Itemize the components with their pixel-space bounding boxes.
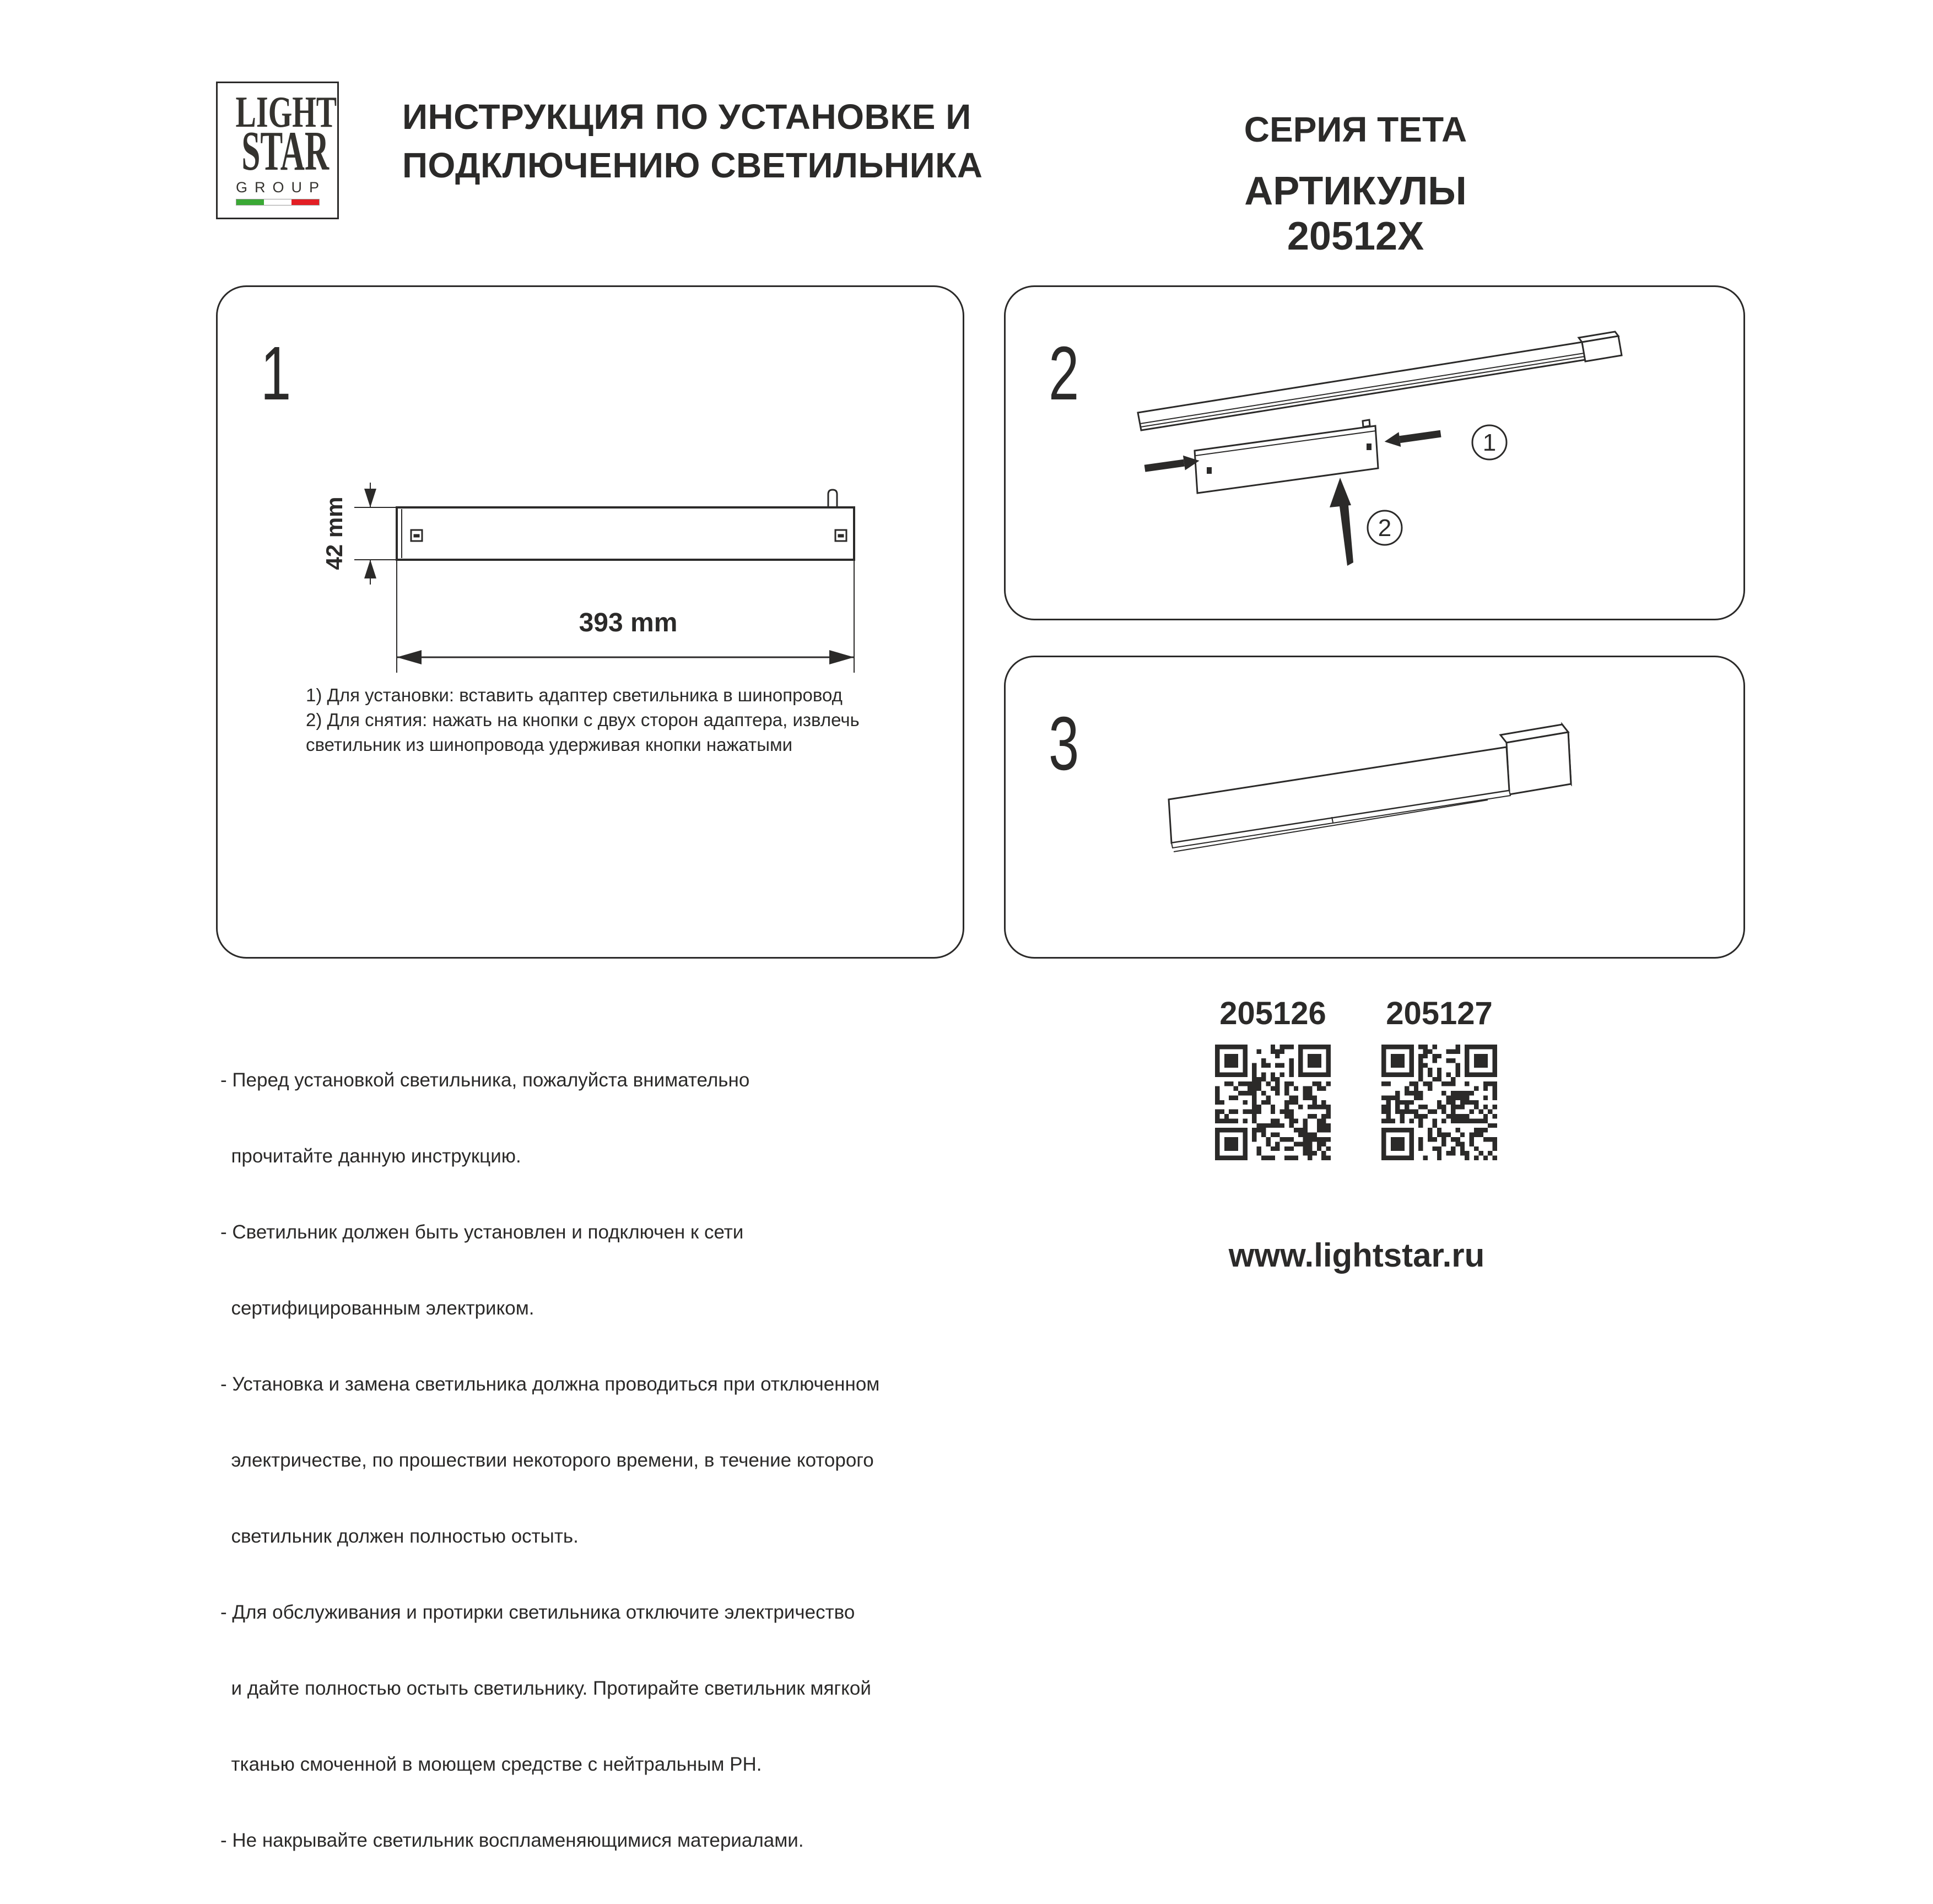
callout-1-label: 1 bbox=[1482, 429, 1497, 456]
safety-line: - Для обслуживания и протирки светильника отключите электричество bbox=[220, 1602, 855, 1623]
safety-line: тканью смоченной в моющем средстве с нейтральным PH. bbox=[220, 1754, 762, 1775]
assembled-fixture-drawing bbox=[1006, 657, 1743, 957]
height-dimension-label: 42 mm bbox=[321, 496, 348, 570]
step2-panel bbox=[1004, 285, 1745, 620]
qr-code-205126 bbox=[1215, 1045, 1331, 1160]
callout-2 bbox=[1368, 511, 1402, 545]
step2-number: 2 bbox=[1049, 331, 1079, 416]
qr-code-205127 bbox=[1381, 1045, 1497, 1160]
articles-number: АРТИКУЛЫ 20512X bbox=[1244, 169, 1467, 258]
flag-green-stripe bbox=[236, 199, 264, 205]
flag-white-stripe bbox=[264, 199, 291, 205]
page-title bbox=[402, 93, 1091, 190]
safety-line: - Перед установкой светильника, пожалуйста внимательно bbox=[220, 1069, 750, 1091]
width-dimension-label: 393 mm bbox=[579, 608, 678, 637]
safety-line: светильник должен полностью остыть. bbox=[220, 1526, 579, 1547]
safety-line: электричестве, по прошествии некоторого времени, в течение которого bbox=[220, 1449, 874, 1471]
safety-line: - Установка и замена светильника должна проводиться при отключенном bbox=[220, 1373, 880, 1395]
safety-line: прочитайте данную инструкцию. bbox=[220, 1145, 521, 1167]
page-title-line1: ИНСТРУКЦИЯ ПО УСТАНОВКЕ И bbox=[402, 97, 971, 137]
logo-text-star: STAR bbox=[241, 120, 330, 182]
website-url: www.lightstar.ru bbox=[1228, 1237, 1485, 1274]
safety-line: и дайте полностью остыть светильнику. Протирайте светильник мягкой bbox=[220, 1678, 871, 1699]
push-arrow-left bbox=[1144, 453, 1201, 476]
step3-number: 3 bbox=[1049, 701, 1079, 786]
step1-note-line: 2) Для снятия: нажать на кнопки с двух сторон адаптера, извлечь bbox=[306, 710, 860, 730]
safety-line: - Не накрывайте светильник воспламеняющимися материалами. bbox=[220, 1830, 804, 1851]
logo-text-group: GROUP bbox=[235, 179, 326, 196]
flag-red-stripe bbox=[291, 199, 319, 205]
fixture-dimensions-drawing bbox=[218, 287, 963, 957]
article-label-205126: 205126 bbox=[1219, 996, 1326, 1031]
insert-up-arrow bbox=[1330, 478, 1353, 566]
safety-line: сертифицированным электриком. bbox=[220, 1297, 534, 1319]
step1-panel bbox=[216, 285, 964, 959]
step1-note-line: 1) Для установки: вставить адаптер светильника в шинопровод bbox=[306, 685, 843, 705]
series-name: СЕРИЯ ТЕТА bbox=[1244, 110, 1467, 149]
safety-notes bbox=[220, 1017, 970, 1904]
logo-text-light: LIGHT bbox=[235, 88, 337, 137]
article-label-205127: 205127 bbox=[1386, 996, 1493, 1031]
step1-notes bbox=[306, 683, 928, 757]
callout-2-label: 2 bbox=[1378, 515, 1392, 542]
step1-number: 1 bbox=[261, 331, 291, 416]
callout-1 bbox=[1472, 425, 1507, 459]
italian-flag-icon bbox=[236, 199, 320, 205]
step3-panel bbox=[1004, 656, 1745, 959]
safety-line: - Светильник должен быть установлен и подключен к сети bbox=[220, 1221, 744, 1243]
page-title-line2: ПОДКЛЮЧЕНИЮ СВЕТИЛЬНИКА bbox=[402, 145, 983, 185]
step1-note-line: светильник из шинопровода удерживая кнопки нажатыми bbox=[306, 734, 793, 755]
adapter-insertion-drawing bbox=[1006, 287, 1743, 619]
lightstar-logo bbox=[216, 82, 339, 219]
push-arrow-right bbox=[1384, 426, 1442, 449]
